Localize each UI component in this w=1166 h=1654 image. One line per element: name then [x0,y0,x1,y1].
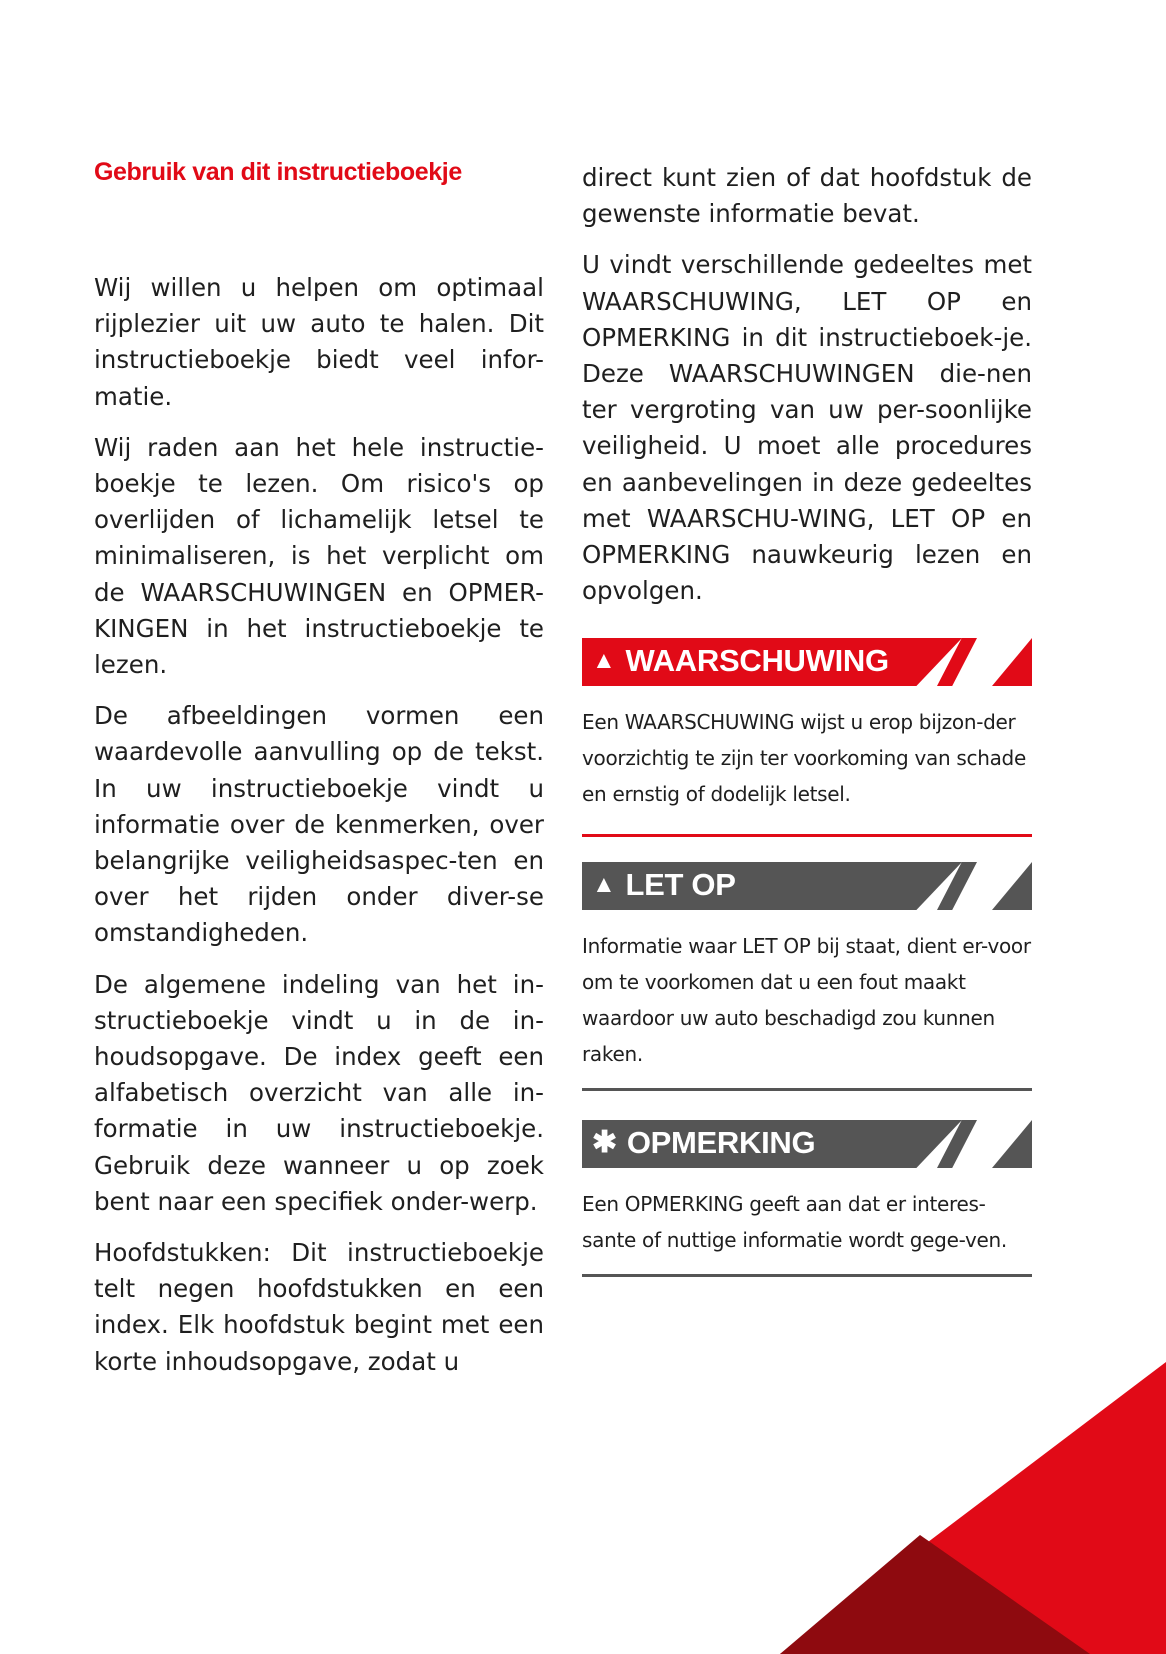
paragraph: De afbeeldingen vormen een waardevolle aanvulling op de tekst. In uw instructieboekje vindt u informatie over de kenmerken, over belangrijke veiligheidsaspec-ten en over het rijden onder diver-se omstandigheden. [94,701,544,948]
paragraph: direct kunt zien of dat hoofdstuk de gewenste informatie bevat. [582,163,1032,229]
asterisk-icon: ✱ [592,1126,617,1159]
paragraph: Wij raden aan het hele instructie-boekje te lezen. Om risico's op overlijden of lichamelijk letsel te minimaliseren, is het verplicht om de WAARSCHUWINGEN en OPMER-KINGEN in het instructieboekje te lezen. [94,432,544,680]
paragraph: De algemene indeling van het in-structieboekje vindt u in de in-houdsopgave. De index geeft een alfabetisch overzicht van alle in-formatie in uw instructieboekje. Gebruik deze wanneer u op zoek bent naar een specifiek onder-werp. [94,969,544,1216]
page-title: Gebruik van dit instructieboekje [94,158,462,186]
paragraph: Hoofdstukken: Dit instructieboekje telt negen hoofdstukken en een index. Elk hoofdstuk begint met een korte inhoudsopgave, zodat u [94,1238,544,1376]
note-text: Een OPMERKING geeft aan dat er interes-sante of nuttige informatie wordt gege-ven. [582,1192,1007,1252]
caution-label: ▲ LET OP [592,867,736,902]
caution-text: Informatie waar LET OP bij staat, dient er-voor om te voorkomen dat u een fout maakt waardoor uw auto beschadigd zou kunnen raken. [582,934,1031,1066]
paragraph: U vindt verschillende gedeeltes met WAARSCHUWING, LET OP en OPMERKING in dit instructieboek-je. Deze WAARSCHUWINGEN die-nen ter vergroting van uw per-soonlijke veiligheid. U moet alle procedures en aanbevelingen in deze gedeeltes met WAARSCHU-WING, LET OP en OPMERKING nauwkeurig lezen en opvolgen. [582,250,1032,606]
note-label: ✱ OPMERKING [592,1125,816,1160]
warning-label: ▲ WAARSCHUWING [592,643,889,678]
warning-text: Een WAARSCHUWING wijst u erop bijzon-der voorzichtig te zijn ter voorkoming van schade en ernstig of dodelijk letsel. [582,710,1026,806]
warning-triangle-icon: ▲ [592,871,616,898]
warning-triangle-icon: ▲ [592,647,616,674]
paragraph: Wij willen u helpen om optimaal rijplezier uit uw auto te halen. Dit instructieboekje biedt veel infor-matie. [94,273,544,411]
